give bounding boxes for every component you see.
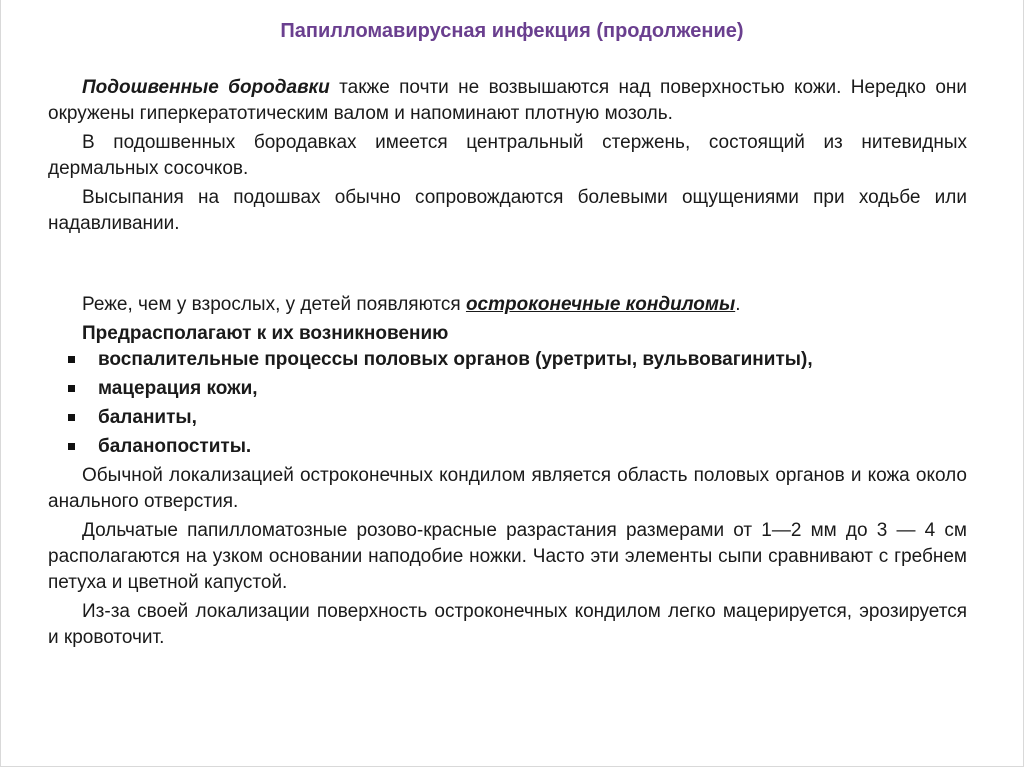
section-spacer [48, 240, 967, 292]
list-item-text: воспалительные процессы половых органов (уретриты, вульвовагиниты), [98, 349, 813, 370]
condylomas-term: остроконечные кондиломы [465, 294, 736, 315]
plantar-warts-text: также почти не возвышаются над поверхностью кожи. Нередко они окружены гиперкератотическим валом и напоминают плотную мозоль. [48, 77, 967, 124]
square-bullet-icon [68, 414, 75, 421]
plantar-pain-paragraph: Высыпания на подошвах обычно сопровождаются болевыми ощущениями при ходьбе или надавливании. [48, 187, 967, 234]
condylomas-intro-paragraph [48, 292, 967, 318]
predisposing-factors-list [48, 347, 967, 460]
plantar-warts-paragraph [48, 75, 967, 127]
slide-border-left [0, 0, 1, 767]
plantar-warts-term: Подошвенные бородавки [82, 77, 330, 98]
square-bullet-icon [68, 356, 75, 363]
condylomas-intro-text: Реже, чем у взрослых, у детей появляются [82, 294, 466, 315]
square-bullet-icon [68, 443, 75, 450]
list-item [48, 405, 967, 431]
list-item-text: мацерация кожи, [98, 378, 258, 399]
list-item-text: баланопоститы. [98, 436, 252, 457]
square-bullet-icon [68, 385, 75, 392]
list-item [48, 347, 967, 373]
slide-body [48, 75, 967, 654]
list-item [48, 434, 967, 460]
plantar-core-paragraph: В подошвенных бородавках имеется центральный стержень, состоящий из нитевидных дермальных сосочков. [48, 132, 967, 179]
predisposing-heading: Предрасполагают к их возникновению [82, 323, 449, 344]
condylomas-location-paragraph: Обычной локализацией остроконечных кондилом является область половых органов и кожа около анального отверстия. [48, 465, 967, 512]
condylomas-appearance-paragraph: Дольчатые папилломатозные розово-красные разрастания размерами от 1—2 мм до 3 — 4 см располагаются на узком основании наподобие ножки. Часто эти элементы сыпи сравнивают с гребнем петуха и цветной капустой. [48, 520, 967, 593]
condylomas-complication-paragraph: Из-за своей локализации поверхность остроконечных кондилом легко мацерируется, эрозируется и кровоточит. [48, 601, 967, 648]
list-item-text: баланиты, [98, 407, 197, 428]
slide-title: Папилломавирусная инфекция (продолжение) [280, 20, 744, 42]
list-item [48, 376, 967, 402]
condylomas-intro-end: . [735, 294, 741, 315]
